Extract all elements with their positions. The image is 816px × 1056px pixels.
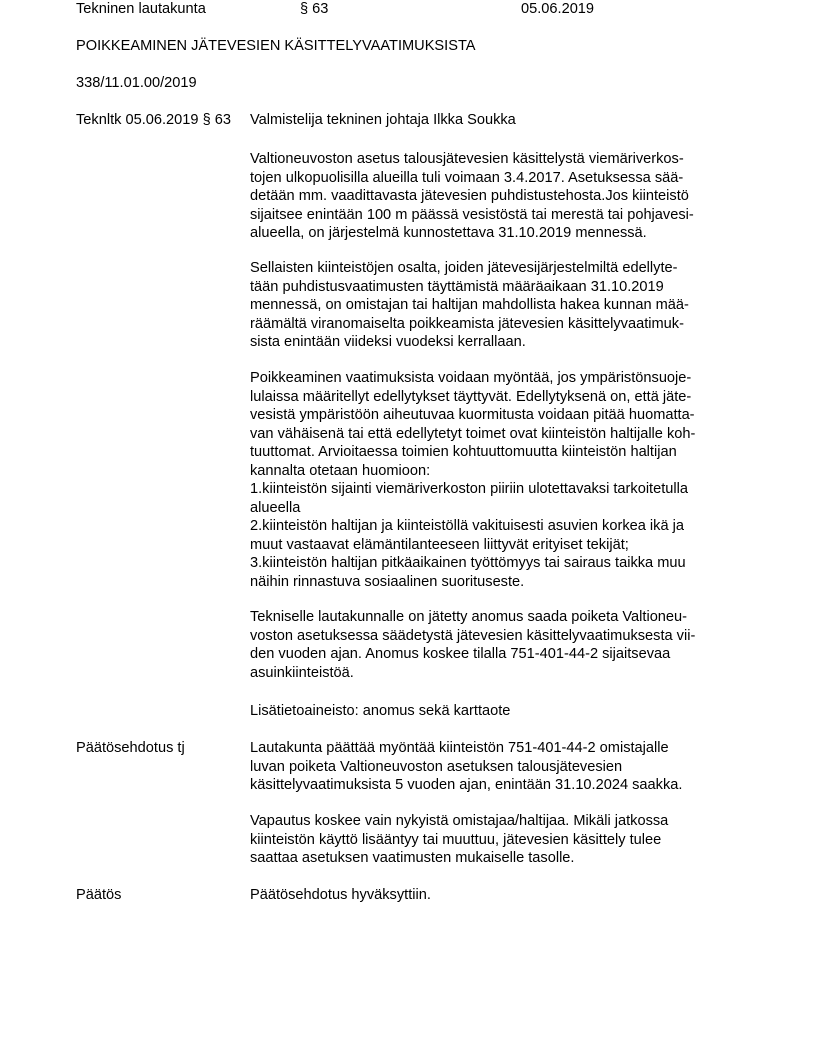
- record-number: 338/11.01.00/2019: [76, 75, 197, 91]
- text-line: asuinkiinteistöä.: [250, 664, 354, 681]
- text-line: mennessä, on omistajan tai haltijan mahdollista hakea kunnan mää-: [250, 297, 689, 313]
- text-line: saattaa asetuksen vaatimusten mukaiselle tasolle.: [250, 850, 575, 866]
- text-line: van vähäisenä tai että edellytetyt toimet ovat kiinteistön haltijalle koh-: [250, 425, 696, 442]
- proposal-paragraph-2: [250, 812, 750, 868]
- text-line: alueella, on järjestelmä kunnostettava 31.10.2019 mennessä.: [250, 225, 647, 241]
- proposal-label: Päätösehdotus tj: [76, 740, 185, 756]
- text-line: kiinteistön käyttö lisääntyy tai muuttuu, jätevesien käsittely tulee: [250, 831, 662, 848]
- text-line: 3.kiinteistön haltijan pitkäaikainen työttömyys tai sairaus taikka muu: [250, 555, 686, 571]
- header-section: § 63: [300, 1, 329, 17]
- text-line: lulaissa määritellyt edellytykset täyttyvät. Edellytyksenä on, että jäte-: [250, 388, 692, 405]
- body-paragraph-3: [250, 369, 750, 591]
- text-line: Lisätietoaineisto: anomus sekä karttaote: [250, 703, 511, 719]
- decision-label: Päätös: [76, 887, 122, 903]
- text-line: muut vastaavat elämäntilanteeseen liittyvät erityiset tekijät;: [250, 536, 629, 553]
- text-line: Lautakunta päättää myöntää kiinteistön 751-401-44-2 omistajalle: [250, 740, 669, 756]
- text-line: 2.kiinteistön haltijan ja kiinteistöllä vakituisesti asuvien korkea ikä ja: [250, 518, 684, 534]
- meeting-reference: Teknltk 05.06.2019 § 63: [76, 112, 231, 128]
- text-line: detään mm. vaadittavasta jätevesien puhdistustehosta.Jos kiinteistö: [250, 188, 689, 204]
- decision-text: Päätösehdotus hyväksyttiin.: [250, 887, 431, 903]
- text-line: sista enintään viideksi vuodeksi kerrallaan.: [250, 334, 526, 350]
- document-title: POIKKEAMINEN JÄTEVESIEN KÄSITTELYVAATIMUKSISTA: [76, 38, 476, 54]
- text-line: kannalta otetaan huomioon:: [250, 462, 431, 479]
- text-line: käsittelyvaatimuksista 5 vuoden ajan, enintään 31.10.2024 saakka.: [250, 777, 683, 793]
- text-line: räämältä viranomaiselta poikkeamista jätevesien käsittelyvaatimuk-: [250, 315, 684, 332]
- text-line: voston asetuksessa säädetystä jätevesien käsittelyvaatimuksesta vii-: [250, 627, 696, 644]
- text-line: alueella: [250, 499, 301, 516]
- header-board: Tekninen lautakunta: [76, 1, 206, 17]
- text-line: Vapautus koskee vain nykyistä omistajaa/haltijaa. Mikäli jatkossa: [250, 813, 669, 829]
- text-line: Poikkeaminen vaatimuksista voidaan myöntää, jos ympäristönsuoje-: [250, 370, 692, 386]
- text-line: 1.kiinteistön sijainti viemäriverkoston piiriin ulotettavaksi tarkoitetulla: [250, 481, 689, 497]
- text-line: den vuoden ajan. Anomus koskee tilalla 751-401-44-2 sijaitsevaa: [250, 646, 671, 662]
- text-line: näihin rinnastuva sosiaalinen suorituseste.: [250, 573, 525, 590]
- text-line: Sellaisten kiinteistöjen osalta, joiden jätevesijärjestelmiltä edellyte-: [250, 260, 678, 276]
- text-line: Valtioneuvoston asetus talousjätevesien käsittelystä viemäriverkos-: [250, 151, 684, 167]
- text-line: luvan poiketa Valtioneuvoston asetuksen talousjätevesien: [250, 758, 623, 775]
- text-line: vesistä ympäristöön aiheutuvaa kuormitusta voidaan pitää huomatta-: [250, 407, 695, 423]
- body-paragraph-5: [250, 702, 750, 721]
- preparer: Valmistelija tekninen johtaja Ilkka Soukka: [250, 112, 516, 128]
- text-line: tään puhdistusvaatimusten täyttämistä määräaikaan 31.10.2019: [250, 278, 664, 295]
- body-paragraph-4: [250, 608, 750, 682]
- proposal-paragraph-1: [250, 739, 750, 795]
- text-line: Tekniselle lautakunnalle on jätetty anomus saada poiketa Valtioneu-: [250, 609, 688, 625]
- text-line: sijaitsee enintään 100 m päässä vesistöstä tai merestä tai pohjavesi-: [250, 206, 694, 223]
- text-line: tuuttomat. Arvioitaessa toimien kohtuuttomuutta kiinteistön haltijan: [250, 444, 677, 460]
- header-date: 05.06.2019: [521, 1, 595, 17]
- text-line: tojen ulkopuolisilla alueilla tuli voimaan 3.4.2017. Asetuksessa sää-: [250, 169, 684, 186]
- body-paragraph-2: [250, 259, 750, 352]
- body-paragraph-1: [250, 150, 750, 243]
